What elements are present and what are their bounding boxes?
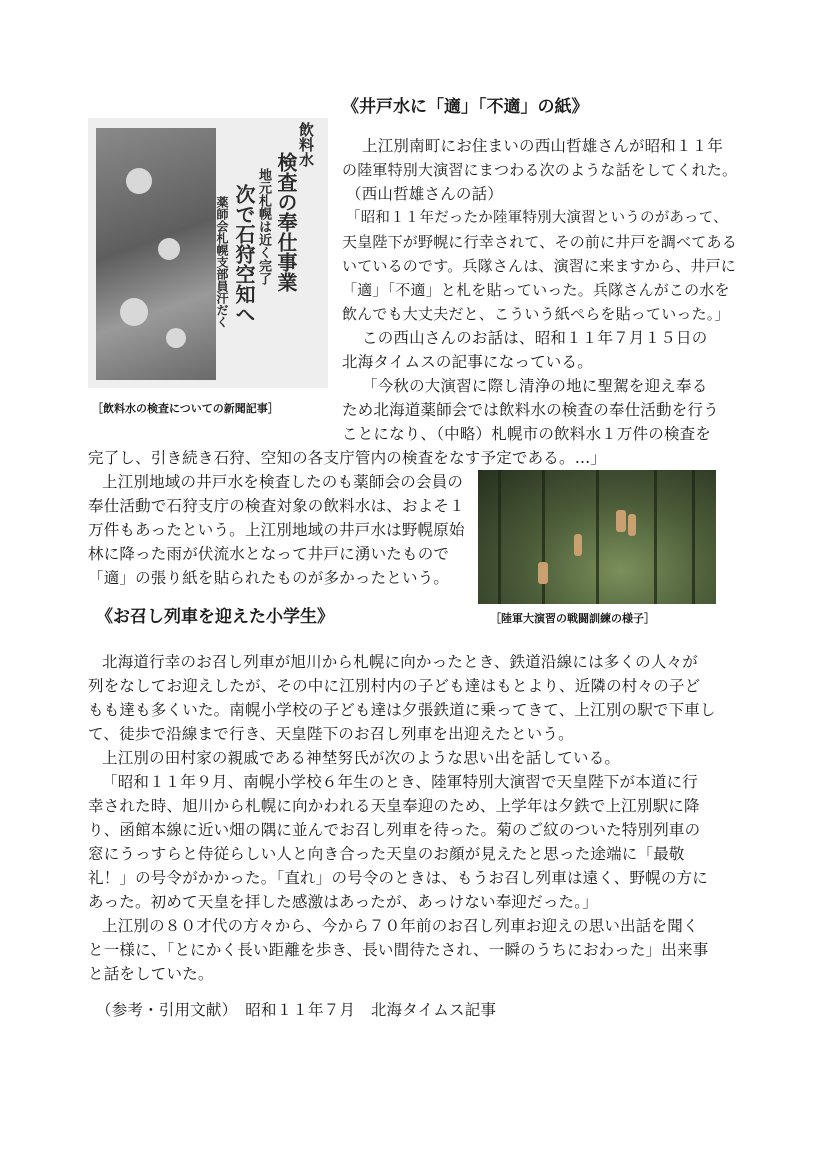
section2-line: 礼！」の号令がかかった。「直れ」の号令のときは、もうお召し列車は遠く、野幌の方に [88,869,708,887]
section1-line: 奉仕活動で石狩支庁の検査対象の飲料水は、およそ１ [88,497,465,515]
section1-line: ことになり、（中略）札幌市の飲料水１万件の検査を [342,425,712,443]
clipping-column-1: 飲料水 [297,122,315,167]
section2-line: 「昭和１１年９月、南幌小学校６年生のとき、陸軍特別大演習で天皇陛下が本道に行 [102,773,698,791]
clipping-column-3: 地元札幌は近く完了 [256,168,271,285]
section1-line: 上江別地域の井戸水を検査したのも薬師会の会員の [102,473,464,491]
clipping-caption: ［飲料水の検査についての新聞記事］ [92,402,279,415]
clipping-column-4: 次で石狩空知へ [232,184,256,324]
reference-citation: （参考・引用文献） 昭和１１年７月 北海タイムス記事 [96,1001,497,1019]
section1-line: 北海タイムスの記事になっている。 [342,353,593,371]
section1-line: 「適」の張り紙を貼られたものが多かったという。 [88,569,450,587]
section2-line: 列をなしてお迎えしたが、その中に江別村内の子ども達はもとより、近隣の村々の子ど [88,677,701,695]
section1-line: 天皇陛下が野幌に行幸されて、その前に井戸を調べてある [342,233,737,251]
army-maneuver-photo [478,470,716,604]
section1-line: （西山哲雄さんの話） [346,185,504,203]
section1-line: ため北海道薬師会では飲料水の検査の奉仕活動を行う [342,401,719,419]
section1-line: 万件もあったという。上江別地域の井戸水は野幌原始 [88,521,465,539]
section2-line: 上江別の田村家の親戚である神埜努氏が次のような思い出を話している。 [102,749,621,767]
section2-line: あった。初めて天皇を拝した感激はあったが、あっけない奉迎だった。」 [88,893,598,911]
section1-line: の陸軍特別大演習にまつわる次のような話をしてくれた。 [342,161,738,179]
clipping-column-5: 薬師会札幌支部員汗だく [215,196,229,328]
section2-line: て、徒歩で沿線まで行き、天皇陛下のお召し列車を出迎えたという。 [88,725,574,743]
section2-line: 窓にうっすらと侍従らしい人と向き合った天皇のお顔が見えたと思った途端に「最敬 [88,845,685,863]
section1-line: 完了し、引き続き石狩、空知の各支庁管内の検査をなす予定である。…」 [88,449,607,467]
section2-line: もも達も多くいた。南幌小学校の子ども達は夕張鉄道に乗ってきて、上江別の駅で下車し [88,701,716,719]
section1-line: 「適」「不適」と札を貼っていった。兵隊さんがこの水を [342,281,730,299]
clipping-photo [96,128,216,380]
section2-line: 幸された時、旭川から札幌に向かわれる天皇奉迎のため、上学年は夕鉄で上江別駅に降 [88,797,700,815]
section1-line: 上江別南町にお住まいの西山哲雄さんが昭和１１年 [362,137,724,155]
section1-heading: 《井戸水に「適」「不適」の紙》 [342,97,589,117]
section1-line: いているのです。兵隊さんは、演習に来ますから、井戸に [342,257,737,275]
section1-line: 「昭和１１年だったか陸軍特別大演習というのがあって、 [346,210,728,226]
section2-line: と話をしていた。 [88,965,214,983]
section1-line: 飲んでも大丈夫だと、こういう紙ぺらを貼っていった。」 [342,305,730,323]
clipping-column-2: 検査の奉仕事業 [274,152,298,292]
section2-line: 上江別の８０才代の方々から、今から７０年前のお召し列車お迎えの思い出話を聞く [102,917,699,935]
photo-caption: ［陸軍大演習の戦闘訓練の様子］ [490,612,655,625]
section1-line: この西山さんのお話は、昭和１１年７月１５日の [362,329,708,347]
section2-heading: 《お召し列車を迎えた小学生》 [96,607,334,627]
section1-line: 「今秋の大演習に際し清浄の地に聖駕を迎え奉る [362,377,708,395]
newspaper-clipping-image [88,118,328,388]
section2-line: と一様に、「とにかく長い距離を歩き、長い間待たされ、一瞬のうちにおわった」出来事 [88,941,709,959]
section2-line: 北海道行幸のお召し列車が旭川から札幌に向かったとき、鉄道沿線には多くの人々が [102,653,698,671]
section2-line: り、函館本線に近い畑の隅に並んでお召し列車を待った。菊のご紋のついた特別列車の [88,821,701,839]
section1-line: 林に降った雨が伏流水となって井戸に湧いたもので [88,545,450,563]
